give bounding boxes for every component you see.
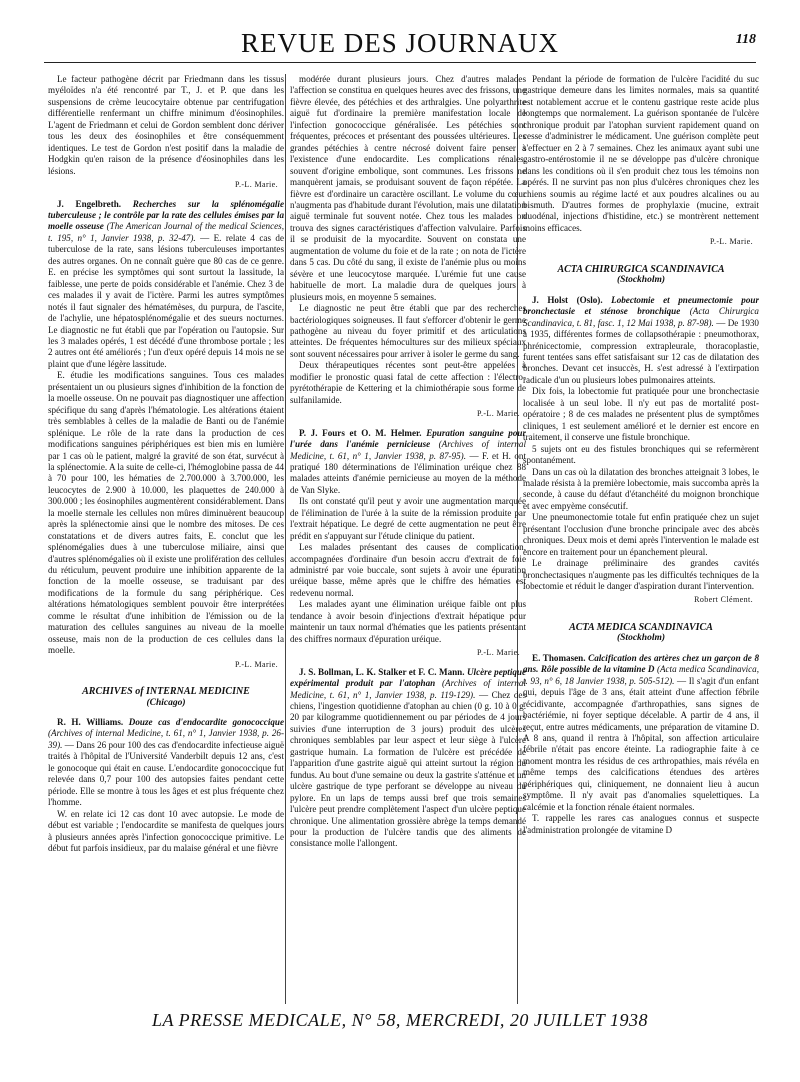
paragraph: Deux thérapeutiques récentes sont peut-être appelées à modifier le pronostic quasi fatal de cette affection : l'électro-pyrétothérapie de Kettering et la chimiothérapie sous forme de sulfanilamide. — [290, 360, 526, 405]
paragraph: E. étudie les modifications sanguines. Tous ces malades présentaient un ou plusieurs signes d'inhibition de la fonction de la moelle osseuse. On ne pouvait pas diagnostiquer une affection spécifique du sang d'après l'hématologie. Les altérations étaient très semblables à celles de la maladie de Banti ou de l'anémie splénique. Le rôle de la rate dans la production de ces modifications sanguines périphériques est bien mis en lumière par 1 cas où le patient, malgré la gravité de son état, survécut à la splénectomie. A la suite de celle-ci, l'hémoglobine passa de 44 à 70 pour 100, les hématies de 2.700.000 à 3.700.000, les leucocytes de 2.900 à 10.000, les plaquettes de 240.000 à 300.000 ; les éosinophiles augmentèrent considérablement. Dans la moelle sternale les cellules non mûres diminuèrent beaucoup après la splénectomie ainsi que le nombre des mitoses. De ces constatations et de divers autres faits, E. conclut que les splénomégalies dues à une tuberculose miliaire, ainsi que d'autres splénomégalies où il existe une prolifération des cellules du réticulum, peuvent produire une inhibition apparente de la fonction de la moelle osseuse, se traduisant par des modifications de la formule du sang périphérique. Ces altérations hématologiques semblent pouvoir être interprétées comme le résultat d'une inhibition de l'émission ou de la maturation des cellules sanguines au niveau de la moelle osseuse, mais non de la production de ces cellules dans la moelle. — [48, 370, 284, 656]
page-header — [44, 22, 756, 63]
paragraph: Le facteur pathogène décrit par Friedmann dans les tissus myéloïdes n'a été rencontré par T., J. et P. que dans les suspensions de crème leucocytaire obtenue par centrifugation différentielle renfermant un chiffre minimum d'éosinophiles. L'agent de Friedmann et celui de Gordon semblent donc dériver tous les deux des éosinophiles et être conséquemment identiques. Le test de Gordon n'est positif dans la maladie de Hodgkin qu'en raison de la présence d'éosinophiles dans les lésions. — [48, 74, 284, 176]
article-author: P. J. Fours et O. M. Helmer. — [299, 427, 422, 438]
page-footer: LA PRESSE MEDICALE, N° 58, MERCREDI, 20 JUILLET 1938 — [151, 1010, 648, 1030]
journal-heading: ARCHIVES of INTERNAL MEDICINE — [82, 686, 250, 698]
signature: P.-L. Marie. — [709, 237, 753, 247]
journal-heading: ACTA CHIRURGICA SCANDINAVICA — [557, 263, 725, 275]
article-author: J. Engelbreth. — [57, 198, 122, 209]
paragraph: modérée durant plusieurs jours. Chez d'autres malades l'affection se constitua en quelques heures avec des frissons, une fièvre élevée, des pétéchies et des arthralgies. Une polyarthrite aiguë fut d'ordinaire la première manifestation locale de l'infection gonococcique généralisée. Les pétéchies sont fréquentes, précoces et présentant des poussées ultérieures. Les grandes pétéchies à centre nécrosé doivent faire penser à l'existence d'une endocardite. Les complications rénales, souvent d'origine embolique, sont communes. Les frissons ne manquèrent jamais, se produisant souvent de façon répétée. La fièvre est d'ordinaire un caractère oscillant. Le volume du cœur n'augmenta pas d'habitude durant l'évolution, mais une dilatation aiguë terminale fut souvent notée. Chez tous les malades on trouva des signes caractéristiques d'affection valvulaire. Parfois il se produisit de la myocardite. Souvent on constata une augmentation de volume du foie et de la rate ; on nota de l'ictère dans 5 cas. Du côté du sang, il existe de l'anémie plus ou moins sévère et une leucocytose marquée. L'urémie fut une cause habituelle de mort. La maladie dura de quelques jours à plusieurs mois, en moyenne 5 semaines. — [290, 74, 526, 302]
article-source: (The American Journal of the medical Sciences, t. 195, n° 1, Janvier 1938, p. 32-47). — [48, 221, 284, 243]
paragraph: Dans un cas où la dilatation des bronches atteignait 3 lobes, le malade résista à la première lobectomie, mais succomba après la seconde, à cause du défaut d'étanchéité du moignon bronchique et avec empyème consécutif. — [523, 466, 759, 511]
paragraph: Le diagnostic ne peut être établi que par des recherches bactériologiques soigneuses. Il faut s'efforcer d'obtenir le germe pathogène au niveau du foyer primitif et des articulations atteintes. De fréquentes hémocultures sur des milieux spéciaux sont souvent nécessaires pour arriver à isoler le germe du sang. — [290, 303, 526, 359]
paragraph: W. en relate ici 12 cas dont 10 avec autopsie. Le mode de début est variable ; l'endocardite se manifesta de quelques jours à plusieurs années après l'infection gonococcique primitive. Le début fut parfois insidieux, par du malaise général et une fièvre — [48, 808, 284, 853]
column-3 — [523, 74, 759, 1004]
article-body: — De 1930 à 1935, différentes formes de collapsothérapie : pneumothorax, phrénicectomie, compression extrapleurale, thoracoplastie, furent tentées sans effet satisfaisant sur 12 cas de dilatation des bronches. Devant cet insuccès, H. s'est adressé à l'extirpation radicale d'un ou plusieurs lobes pulmonaires atteints. — [523, 317, 759, 385]
article-source: (Acta medica Scandinavica, t. 93, n° 6, 18 Janvier 1938, p. 505-512). — [523, 664, 759, 686]
article-body: — Chez des chiens, l'ingestion quotidienne d'atophan au chien (0 g. 10 à 0 g. 20 par kilogramme quotidiennement ou par périodes de 4 jours suivies d'une interruption de 3 jours) produit des ulcères chroniques semblables par leur aspect et leur siège à l'ulcère gastrique humain. La formation de l'ulcère est précédée de l'apparition d'une gastrite aiguë qui atteint surtout la région du fundus. Au bout d'une semaine ou deux la gastrite s'atténue et un ulcère gastrique de type perforant se développe au niveau du pylore. En un laps de temps aussi bref que trois semaines l'ulcère peut prendre complètement l'aspect d'un ulcère peptique chronique. Une alimentation grossière abrège la temps demandé pour la production de l'ulcère tandis que des aliments de consistance molle l'allongent. — [290, 689, 526, 849]
column-divider — [285, 74, 286, 1004]
paragraph: Dix fois, la lobectomie fut pratiquée pour une bronchectasie localisée à un seul lobe. Il n'y eut pas de mortalité post-opératoire ; 8 de ces malades ne présentent plus de symptômes cliniques, 1 est seulement amélioré et le dernier est encore en traitement, il conserve une fistule bronchique. — [523, 386, 759, 443]
page-number: 118 — [735, 32, 756, 47]
article-entry — [48, 199, 284, 371]
article-title: Lobectomie et pneumectomie pour bronchectasie et sténose bronchique — [523, 294, 759, 317]
running-title: REVUE DES JOURNAUX — [240, 28, 559, 58]
journal-location: (Stockholm) — [616, 633, 666, 644]
article-author: E. Thomasen. — [532, 652, 586, 663]
article-source: (Archives of internal Medicine, t. 61, n° 1, Janvier 1938, p. 87-95). — [290, 439, 526, 461]
signature: P.-L. Marie. — [476, 648, 520, 658]
paragraph: Ils ont constaté qu'il peut y avoir une augmentation marquée de l'élimination de l'urée à la suite de la rémission produite par l'extrait hépatique. Le degré de cette augmentation ne peut être prédit en s'appuyant sur l'étude clinique du patient. — [290, 496, 526, 541]
paragraph: Une pneumonectomie totale fut enfin pratiquée chez un sujet présentant l'occlusion d'une bronche principale avec des abcès chroniques. Deux mois et demi après l'intervention le malade est encore en traitement pour un épanchement pleural. — [523, 512, 759, 557]
article-author: J. Holst (Oslo). — [532, 294, 603, 305]
article-entry — [523, 653, 759, 813]
signature: P.-L. Marie. — [234, 180, 278, 190]
article-title: Epuration sanguine pour l'urée dans l'anémie pernicieuse — [290, 427, 526, 450]
article-source: (Archives of internal Medicine, t. 61, n° 1, Janvier 1938, p. 119-129). — [290, 678, 526, 700]
column-1 — [48, 74, 284, 1004]
paragraph: Les malades ayant une élimination uréique faible ont plus tendance à avoir besoin d'injections d'extrait hépatique pour maintenir un taux normal d'hématies que les patients présentant des chiffres normaux d'épuration uréique. — [290, 599, 526, 644]
signature: P.-L. Marie. — [234, 659, 278, 669]
column-2 — [290, 74, 526, 1004]
article-entry — [48, 717, 284, 809]
article-body: — Dans 26 pour 100 des cas d'endocardite infectieuse aiguë traités à l'hôpital de l'Université Vanderbilt depuis 12 ans, c'est le gonocoque qui était en cause. L'endocardite gonococcique fut relevée dans 0,7 pour 100 des autopsies faites pendant cette période. Elle se montre à tous les âges et est plus fréquente chez l'homme. — [48, 739, 284, 808]
journal-heading: ACTA MEDICA SCANDINAVICA — [569, 621, 713, 633]
signature: Robert Clément. — [694, 595, 753, 605]
paragraph: Les malades présentant des causes de complication, accompagnées d'ordinaire d'un besoin accru d'extrait de foie administré par voie buccale, sont sujets à avoir une épuration uréique basse, même après que le chiffre des hématies est redevenu normal. — [290, 542, 526, 598]
article-body: — E. relate 4 cas de tuberculose de la rate, sans lésions tuberculeuses importantes des autres organes. On ne connaît guère que 80 cas de ce genre. E. en précise les symptômes qui sont surtout la lassitude, la faiblesse, une perte de poids considérable et l'anémie. Chez 3 de ces malades il y avait de l'ictère. Parmi les autres symptômes notés il faut signaler des hématémèses, du purpura, de l'ascite, de l'achylie, une hépatosplénomégalie et des sueurs nocturnes. Le diagnostic ne fut établi que par l'opération ou l'autopsie. Sur les 3 malades opérés, 1 est décédé d'une thrombose portale ; les 2 autres ont été améliorés ; l'un d'eux opéré depuis 14 mois ne se plaint que d'une légère lassitude. — [48, 232, 284, 369]
article-entry — [290, 428, 526, 497]
paragraph: Le drainage préliminaire des grandes cavités bronchectasiques n'augmente pas les difficultés techniques de la lobectomie et réduit le danger d'aspiration durant l'intervention. — [523, 558, 759, 592]
paragraph: T. rappelle les rares cas analogues connus et suspecte l'administration prolongée de vitamine D — [523, 813, 759, 835]
article-entry — [290, 667, 526, 850]
article-source: (Archives of internal Medicine, t. 61, n° 1, Janvier 1938, p. 26-39). — [48, 728, 284, 750]
journal-location: (Stockholm) — [616, 275, 666, 286]
article-body: — Il s'agit d'un enfant qui, depuis l'âge de 3 ans, était atteint d'une affection fébrile récidivante, accompagnée d'arthropathies, sans signes de bactériémie, ni foyer septique décelable. A partir de 4 ans, il reçut, entre autres médicaments, une préparation de vitamine D. A 8 ans, quand il rentra à l'hôpital, son affection articulaire fébrile n'était pas encore éteinte. La radiographie faite à ce moment montra les résidus de ces arthropathies, mais révéla en même temps des calcifications étendues des artères périphériques qui, cliniquement, ne donnaient lieu à aucun symptôme. Il n'y avait pas d'anomalies squelettiques. La calcémie et la fonction rénale étaient normales. — [523, 675, 759, 812]
article-title: Calcification des artères chez un garçon de 8 ans. Rôle possible de la vitamine D — [523, 652, 759, 675]
article-title: Recherches sur la splénomégalie tuberculeuse ; le contrôle par la rate des cellules émises par la moelle osseuse — [48, 198, 284, 232]
article-source: (Acta Chirurgica Scandinavica, t. 81, fasc. 1, 12 Mai 1938, p. 87-98). — [523, 306, 759, 328]
signature: P.-L. Marie. — [476, 409, 520, 419]
article-title: Douze cas d'endocardite gonococcique — [128, 717, 284, 728]
article-author: J. S. Bollman, L. K. Stalker et F. C. Mann. — [299, 666, 465, 677]
article-entry — [523, 295, 759, 387]
paragraph: Pendant la période de formation de l'ulcère l'acidité du suc gastrique demeure dans les limites normales, mais sa quantité est notablement accrue et le contenu gastrique reste acide plus longtemps que normalement. La guérison spontanée de l'ulcère chronique produit par l'atophan survient rapidement quand on cesse d'administrer le médicament. Une guérison complète peut s'effectuer en 2 à 7 semaines. Chez les animaux ayant subi une gastro-entérostomie il ne se développe pas d'ulcère chronique dans les conditions où il s'en produit chez tous les témoins non opérés. Il ne survint pas non plus d'ulcères chroniques chez les chiens soumis au régime lacté et aux poudres alcalines ou au bismuth. D'autres formes de prophylaxie (mucine, extrait duodénal, injections d'histidine, etc.) se montrèrent nettement moins efficaces. — [523, 74, 759, 233]
article-title: Ulcère peptique expérimental produit par l'atophan — [290, 666, 526, 689]
journal-location: (Chicago) — [146, 697, 186, 708]
paragraph: 5 sujets ont eu des fistules bronchiques qui se refermèrent spontanément. — [523, 443, 759, 466]
article-author: R. H. Williams. — [57, 717, 124, 728]
article-body: — F. et H. ont pratiqué 180 déterminations de l'élimination uréique chez 88 malades atteints d'anémie pernicieuse au moyen de la méthode de Van Slyke. — [290, 450, 526, 495]
